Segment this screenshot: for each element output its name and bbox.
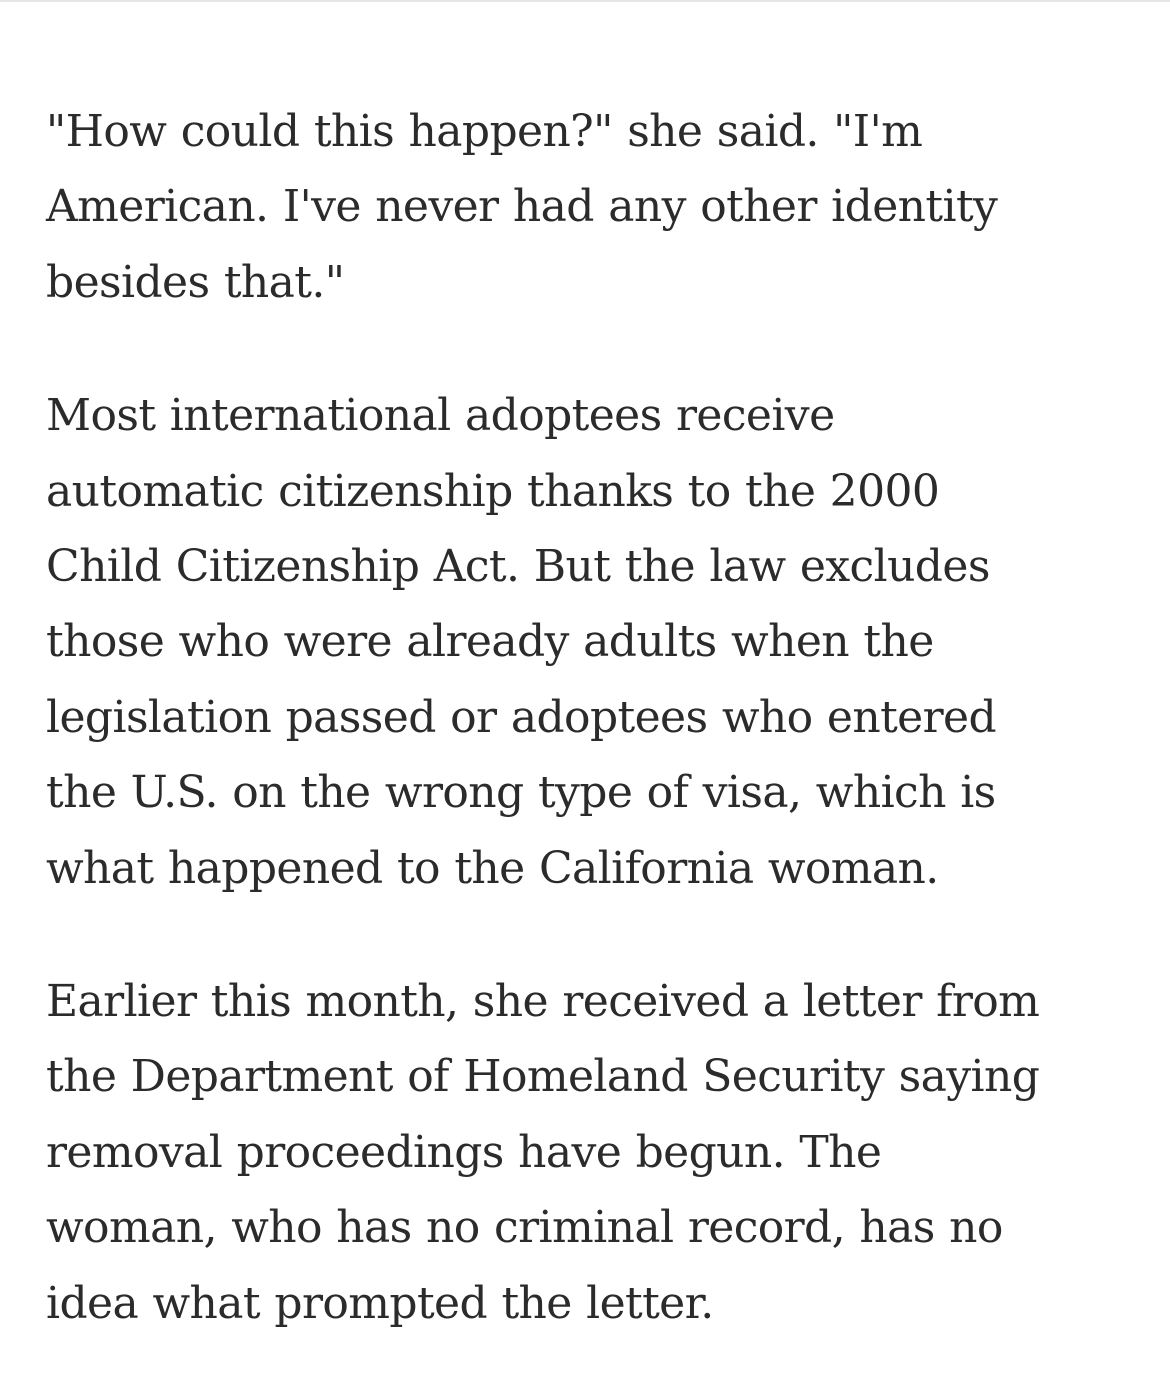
text-line: besides that." <box>46 256 345 308</box>
text-line: legislation passed or adoptees who entered <box>46 691 997 743</box>
text-line: woman, who has no criminal record, has no <box>46 1202 1003 1254</box>
text-line: the Department of Homeland Security saying <box>46 1051 1040 1103</box>
text-line: automatic citizenship thanks to the 2000 <box>46 465 940 517</box>
text-line: "How could this happen?" she said. "I'm <box>46 106 923 157</box>
article-body <box>46 94 1136 1341</box>
text-line: idea what prompted the letter. <box>46 1277 714 1329</box>
paragraph-quote <box>46 94 1136 320</box>
text-line: those who were already adults when the <box>46 616 934 668</box>
text-line: Most international adoptees receive <box>46 390 835 442</box>
text-line: the U.S. on the wrong type of visa, which is <box>46 767 996 819</box>
text-line: what happened to the California woman. <box>46 842 939 894</box>
text-line: Earlier this month, she received a letter from <box>46 976 1040 1028</box>
text-line: Child Citizenship Act. But the law excludes <box>46 541 990 593</box>
text-line: American. I've never had any other identity <box>46 181 998 233</box>
text-line: removal proceedings have begun. The <box>46 1126 882 1178</box>
paragraph-citizenship-act <box>46 378 1136 906</box>
top-divider <box>0 0 1170 2</box>
paragraph-dhs-letter <box>46 964 1136 1341</box>
